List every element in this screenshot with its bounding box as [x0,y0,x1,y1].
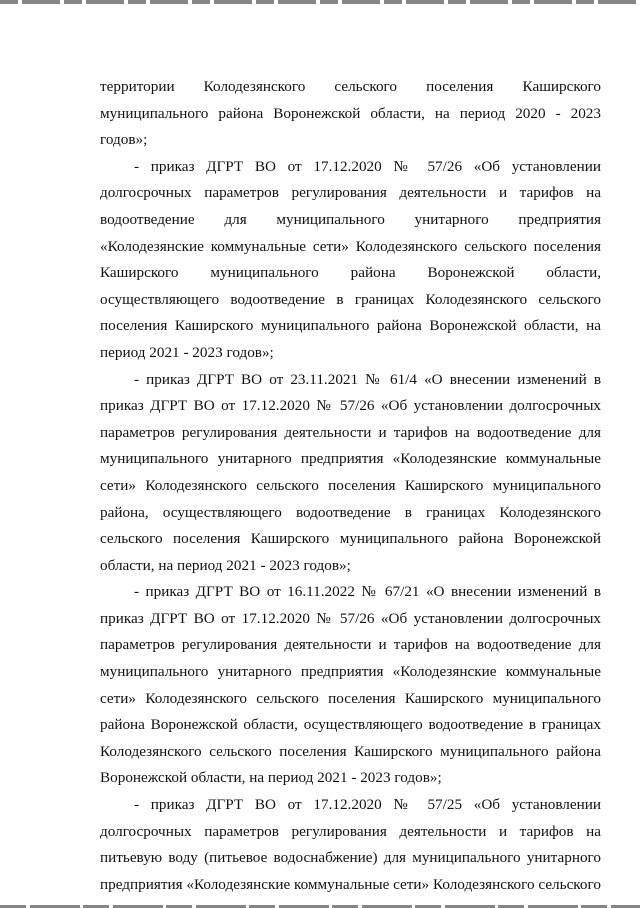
scan-edge-top [0,0,640,4]
paragraph-continuation: территории Колодезянского сельского поселения Каширского муниципального района Воронежской области, на период 2020 - 2023 годов»; [100,78,601,149]
paragraph-order-67-21: - приказ ДГРТ ВО от 16.11.2022 № 67/21 «О внесении изменений в приказ ДГРТ ВО от 17.12.2020 № 57/26 «Об установлении долгосрочных параметров регулирования деятельности и тарифов на водоотведение для муниципального унитарного предприятия «Колодезянские коммунальные сети» Колодезянского сельского поселения Каширского муниципального района Воронежской области, осуществляющего водоотведение в границах Колодезянского сельского поселения Каширского муниципального района Воронежской области, на период 2021 - 2023 годов»; [100,583,601,787]
paragraph-order-57-25: - приказ ДГРТ ВО от 17.12.2020 № 57/25 «Об установлении долгосрочных параметров регулирования деятельности и тарифов на питьевую воду (питьевое водоснабжение) для муниципального унитарного предприятия «Колодезянские коммунальные сети» Колодезянского сельского [100,796,601,893]
paragraph-order-61-4: - приказ ДГРТ ВО от 23.11.2021 № 61/4 «О внесении изменений в приказ ДГРТ ВО от 17.12.2020 № 57/26 «Об установлении долгосрочных параметров регулирования деятельности и тарифов на водоотведение для муниципального унитарного предприятия «Колодезянские коммунальные сети» Колодезянского сельского поселения Каширского муниципального района, осуществляющего водоотведение в границах Колодезянского сельского поселения Каширского муниципального района Воронежской области, на период 2021 - 2023 годов»; [100,370,601,574]
document-body [100,74,601,898]
paragraph-order-57-26: - приказ ДГРТ ВО от 17.12.2020 № 57/26 «Об установлении долгосрочных параметров регулирования деятельности и тарифов на водоотведение для муниципального унитарного предприятия «Колодезянские коммунальные сети» Колодезянского сельского поселения Каширского муниципального района Воронежской области, осуществляющего водоотведение в границах Колодезянского сельского поселения Каширского муниципального района Воронежской области, на период 2021 - 2023 годов»; [100,157,601,361]
